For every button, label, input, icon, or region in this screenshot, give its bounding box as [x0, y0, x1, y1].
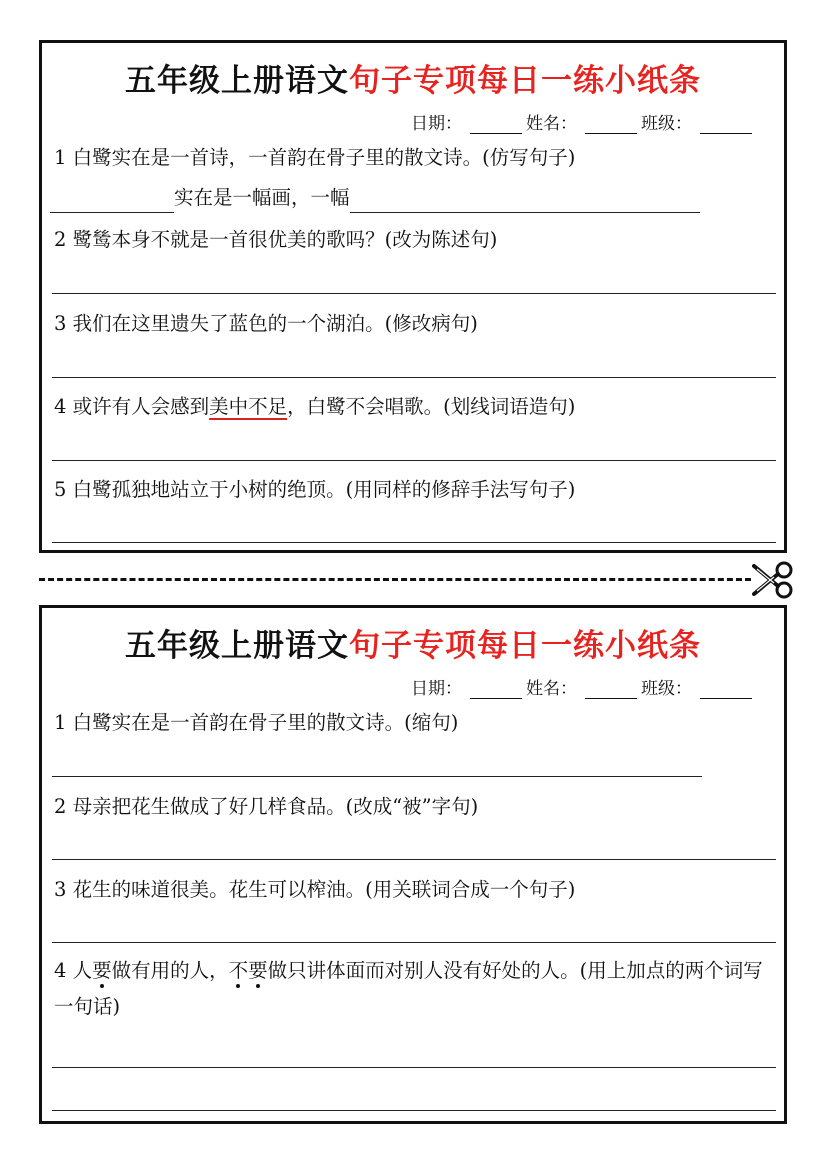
answer-line[interactable] — [52, 776, 702, 777]
meta-row — [411, 109, 756, 134]
answer-line[interactable] — [52, 377, 776, 378]
class-label: 班级： — [641, 679, 692, 699]
question-4 — [54, 392, 776, 422]
answer-line[interactable] — [52, 460, 776, 461]
date-blank[interactable] — [470, 117, 522, 134]
date-label: 日期： — [411, 679, 462, 699]
name-label: 姓名： — [526, 114, 577, 134]
question-4-text: 做有用的人， — [111, 959, 229, 982]
card-title — [42, 55, 784, 100]
question-4-text: 4 或许有人会感到 — [54, 395, 210, 418]
question-4-text: 4 人 — [54, 959, 93, 982]
name-blank[interactable] — [585, 117, 637, 134]
question-5: 5 白鹭孤独地站立于小树的绝顶。(用同样的修辞手法写句子) — [54, 478, 576, 501]
question-1: 1 白鹭实在是一首韵在骨子里的散文诗。(缩句) — [54, 711, 459, 734]
question-3: 3 我们在这里遗失了蓝色的一个湖泊。(修改病句) — [54, 312, 478, 335]
fill-text: 实在是一幅画，一幅 — [174, 186, 350, 209]
date-label: 日期： — [411, 114, 462, 134]
dotted-char: 要 — [92, 959, 112, 982]
answer-line[interactable] — [52, 1110, 776, 1111]
worksheet-card-1 — [39, 40, 787, 553]
question-4-text: 做只讲体面而对别人没有好处的人。(用上加点的两个词写一句话) — [54, 959, 763, 1018]
title-black: 五年级上册语文 — [125, 63, 349, 99]
class-label: 班级： — [641, 114, 692, 134]
scissors-icon — [750, 560, 794, 600]
question-3: 3 花生的味道很美。花生可以榨油。(用关联词合成一个句子) — [54, 878, 576, 901]
worksheet-card-2 — [39, 605, 787, 1124]
question-4-text-rest: ，白鹭不会唱歌。(划线词语造句) — [287, 395, 576, 418]
date-blank[interactable] — [470, 682, 522, 699]
dotted-char: 要 — [248, 959, 268, 982]
meta-row — [411, 674, 756, 699]
underlined-phrase: 美中不足 — [209, 395, 288, 418]
title-red: 句子专项每日一练小纸条 — [349, 628, 701, 664]
answer-blank[interactable] — [350, 186, 700, 213]
question-2: 2 母亲把花生做成了好几样食品。(改成“被”字句) — [54, 795, 479, 818]
cut-line — [39, 578, 751, 581]
name-label: 姓名： — [526, 679, 577, 699]
answer-line[interactable] — [52, 542, 776, 543]
question-2: 2 鹭鸶本身不就是一首很优美的歌吗？(改为陈述句) — [54, 228, 498, 251]
name-blank[interactable] — [585, 682, 637, 699]
class-blank[interactable] — [700, 682, 752, 699]
answer-blank[interactable] — [50, 186, 174, 213]
answer-line[interactable] — [52, 293, 776, 294]
answer-line[interactable] — [52, 942, 776, 943]
answer-line[interactable] — [52, 1067, 776, 1068]
title-red: 句子专项每日一练小纸条 — [349, 63, 701, 99]
card-title — [42, 620, 784, 665]
answer-line[interactable] — [52, 859, 776, 860]
class-blank[interactable] — [700, 117, 752, 134]
question-1: 1 白鹭实在是一首诗，一首韵在骨子里的散文诗。(仿写句子) — [54, 146, 576, 169]
title-black: 五年级上册语文 — [125, 628, 349, 664]
question-4 — [54, 953, 776, 1025]
dotted-char: 不 — [228, 959, 249, 982]
question-1-fill-row — [54, 183, 776, 213]
